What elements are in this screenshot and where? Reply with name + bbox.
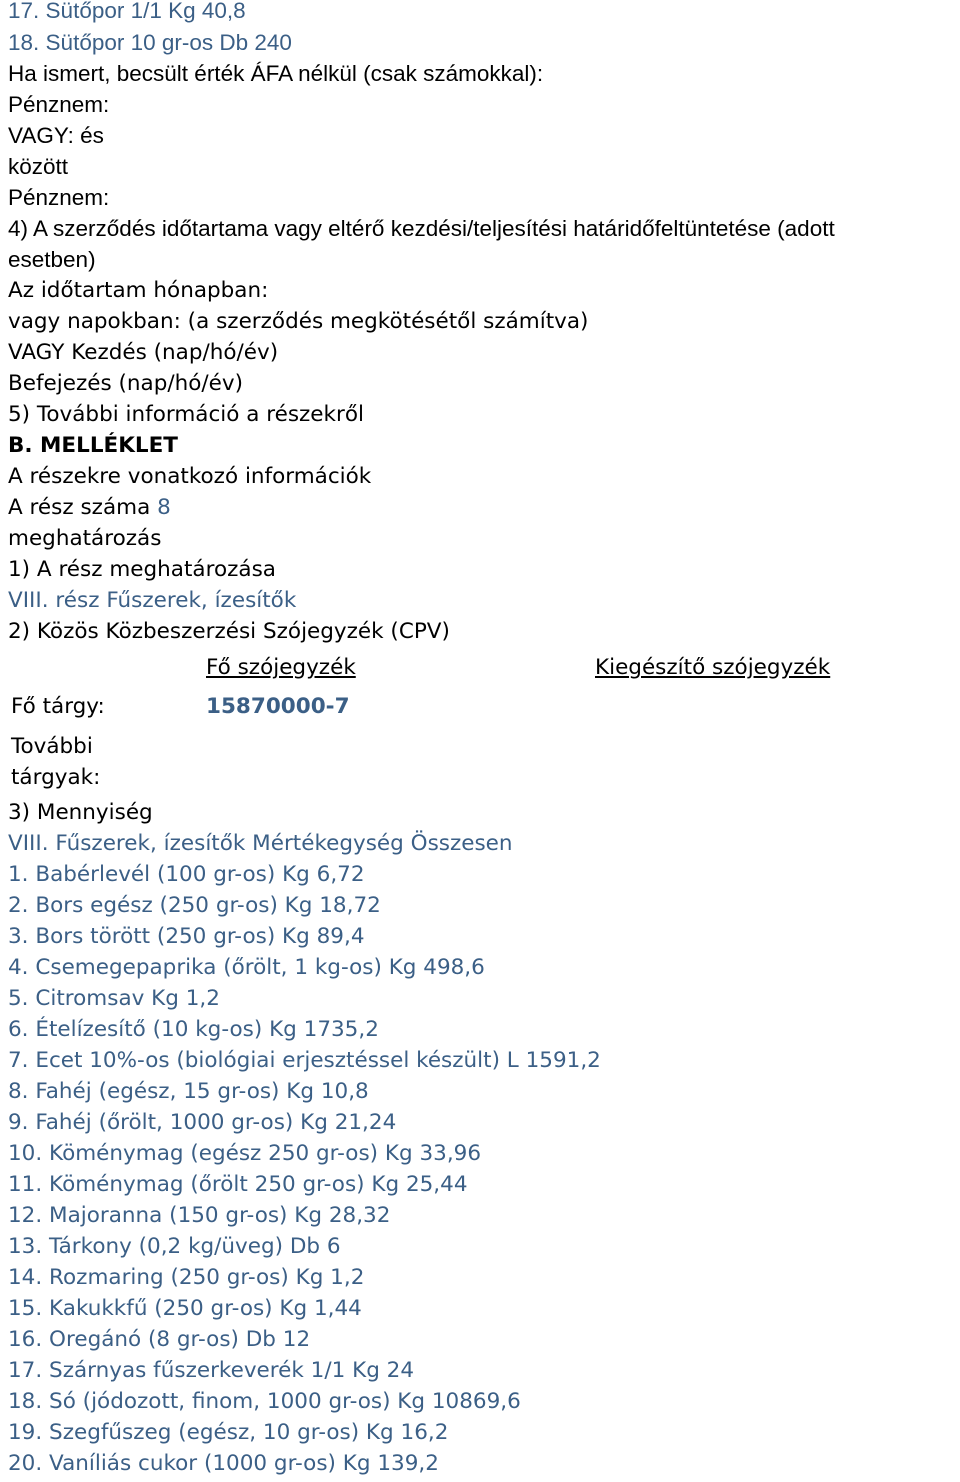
item-number: 15. <box>8 1296 43 1321</box>
quantity-item <box>8 983 220 1014</box>
item-text: Köménymag (egész 250 gr-os) Kg 33,96 <box>49 1141 482 1166</box>
item-number: 18. <box>8 1389 43 1414</box>
item-number: 10. <box>8 1141 43 1166</box>
cpv-heading: 2) Közös Közbeszerzési Szójegyzék (CPV) <box>8 619 450 644</box>
item-text: Szárnyas fűszerkeverék 1/1 Kg 24 <box>49 1358 415 1383</box>
item-text: Babérlevél (100 gr-os) Kg 6,72 <box>35 862 365 887</box>
definition-label: meghatározás <box>8 526 162 551</box>
item-text: Csemegepaprika (őrölt, 1 kg-os) Kg 498,6 <box>35 955 485 980</box>
part-roman-number: VIII. <box>8 588 49 613</box>
item-text: Sütőpor 10 gr-os Db 240 <box>45 30 292 55</box>
item-text: Ecet 10%-os (biológiai erjesztéssel készült) L 1591,2 <box>35 1048 601 1073</box>
days-label: vagy napokban: (a szerződés megkötésétől számítva) <box>8 309 589 334</box>
part-number-value: 8 <box>157 495 171 520</box>
currency-label: Pénznem: <box>8 92 110 117</box>
main-subject-cpv-code: 15870000-7 <box>206 694 350 719</box>
top-item <box>8 27 292 58</box>
item-text: Sütőpor 1/1 Kg 40,8 <box>45 0 246 23</box>
item-number: 11. <box>8 1172 43 1197</box>
quantity-item <box>8 1386 521 1417</box>
other-subjects-label: További <box>11 734 93 759</box>
item-text: Citromsav Kg 1,2 <box>35 986 220 1011</box>
quantity-item <box>8 1045 601 1076</box>
item-number: 5. <box>8 986 29 1011</box>
part-definition-heading: 1) A rész meghatározása <box>8 557 276 582</box>
item-number: 17. <box>8 0 40 23</box>
estimate-label: Ha ismert, becsült érték ÁFA nélkül (csak számokkal): <box>8 61 544 86</box>
quantity-item <box>8 1138 481 1169</box>
quantity-item <box>8 1293 362 1324</box>
item-text: Tárkony (0,2 kg/üveg) Db 6 <box>49 1234 341 1259</box>
more-info-heading: 5) További információ a részekről <box>8 402 364 427</box>
top-item <box>8 0 246 26</box>
item-number: 6. <box>8 1017 29 1042</box>
quantity-item <box>8 1231 341 1262</box>
quantity-item <box>8 1417 448 1448</box>
item-text: Vaníliás cukor (1000 gr-os) Kg 139,2 <box>49 1451 439 1476</box>
item-number: 12. <box>8 1203 43 1228</box>
item-number: 9. <box>8 1110 29 1135</box>
item-text: Fahéj (őrölt, 1000 gr-os) Kg 21,24 <box>35 1110 397 1135</box>
quantity-item <box>8 1448 439 1479</box>
item-text: Kakukkfű (250 gr-os) Kg 1,44 <box>49 1296 362 1321</box>
item-number: 19. <box>8 1420 43 1445</box>
duration-heading-cont: esetben) <box>8 247 96 272</box>
quantity-table-header: VIII. Fűszerek, ízesítők Mértékegység Összesen <box>8 831 513 856</box>
item-text: Bors törött (250 gr-os) Kg 89,4 <box>35 924 365 949</box>
quantity-item <box>8 1200 390 1231</box>
item-number: 14. <box>8 1265 43 1290</box>
quantity-item <box>8 1076 369 1107</box>
quantity-item <box>8 952 485 983</box>
item-text: Ételízesítő (10 kg-os) Kg 1735,2 <box>35 1017 379 1042</box>
item-number: 18. <box>8 30 40 55</box>
item-text: Majoranna (150 gr-os) Kg 28,32 <box>49 1203 391 1228</box>
months-label: Az időtartam hónapban: <box>8 278 269 303</box>
or-and-label: VAGY: és <box>8 123 104 148</box>
item-text: Bors egész (250 gr-os) Kg 18,72 <box>35 893 381 918</box>
item-number: 13. <box>8 1234 43 1259</box>
start-date-label: VAGY Kezdés (nap/hó/év) <box>8 340 279 365</box>
item-text: Oregánó (8 gr-os) Db 12 <box>49 1327 311 1352</box>
annex-title: B. MELLÉKLET <box>8 433 178 458</box>
part-number-label: A rész száma <box>8 495 151 520</box>
part-name <box>8 585 296 616</box>
quantity-item <box>8 921 365 952</box>
currency-label: Pénznem: <box>8 185 110 210</box>
part-number-row <box>8 492 171 523</box>
quantity-item <box>8 1324 310 1355</box>
item-text: Fahéj (egész, 15 gr-os) Kg 10,8 <box>35 1079 369 1104</box>
item-number: 7. <box>8 1048 29 1073</box>
item-number: 8. <box>8 1079 29 1104</box>
quantity-item <box>8 890 381 921</box>
quantity-item <box>8 859 365 890</box>
item-number: 16. <box>8 1327 43 1352</box>
annex-subtitle: A részekre vonatkozó információk <box>8 464 372 489</box>
between-label: között <box>8 154 69 179</box>
quantity-item <box>8 1014 379 1045</box>
item-number: 1. <box>8 862 29 887</box>
end-date-label: Befejezés (nap/hó/év) <box>8 371 243 396</box>
item-text: Szegfűszeg (egész, 10 gr-os) Kg 16,2 <box>49 1420 449 1445</box>
item-number: 3. <box>8 924 29 949</box>
cpv-supplementary-column-header: Kiegészítő szójegyzék <box>595 655 831 680</box>
part-name-text: rész Fűszerek, ízesítők <box>55 588 297 613</box>
item-text: Rozmaring (250 gr-os) Kg 1,2 <box>49 1265 365 1290</box>
item-number: 17. <box>8 1358 43 1383</box>
duration-heading: 4) A szerződés időtartama vagy eltérő kezdési/teljesítési határidőfeltüntetése (adott <box>8 216 835 241</box>
item-text: Só (jódozott, finom, 1000 gr-os) Kg 10869,6 <box>49 1389 521 1414</box>
main-subject-label: Fő tárgy: <box>11 694 105 719</box>
item-number: 20. <box>8 1451 43 1476</box>
quantity-item <box>8 1262 364 1293</box>
quantity-item <box>8 1355 414 1386</box>
item-text: Köménymag (őrölt 250 gr-os) Kg 25,44 <box>49 1172 468 1197</box>
cpv-main-column-header: Fő szójegyzék <box>206 655 356 680</box>
quantity-item <box>8 1169 468 1200</box>
quantity-item <box>8 1107 396 1138</box>
other-subjects-label-cont: tárgyak: <box>11 765 101 790</box>
item-number: 4. <box>8 955 29 980</box>
item-number: 2. <box>8 893 29 918</box>
quantity-heading: 3) Mennyiség <box>8 800 153 825</box>
